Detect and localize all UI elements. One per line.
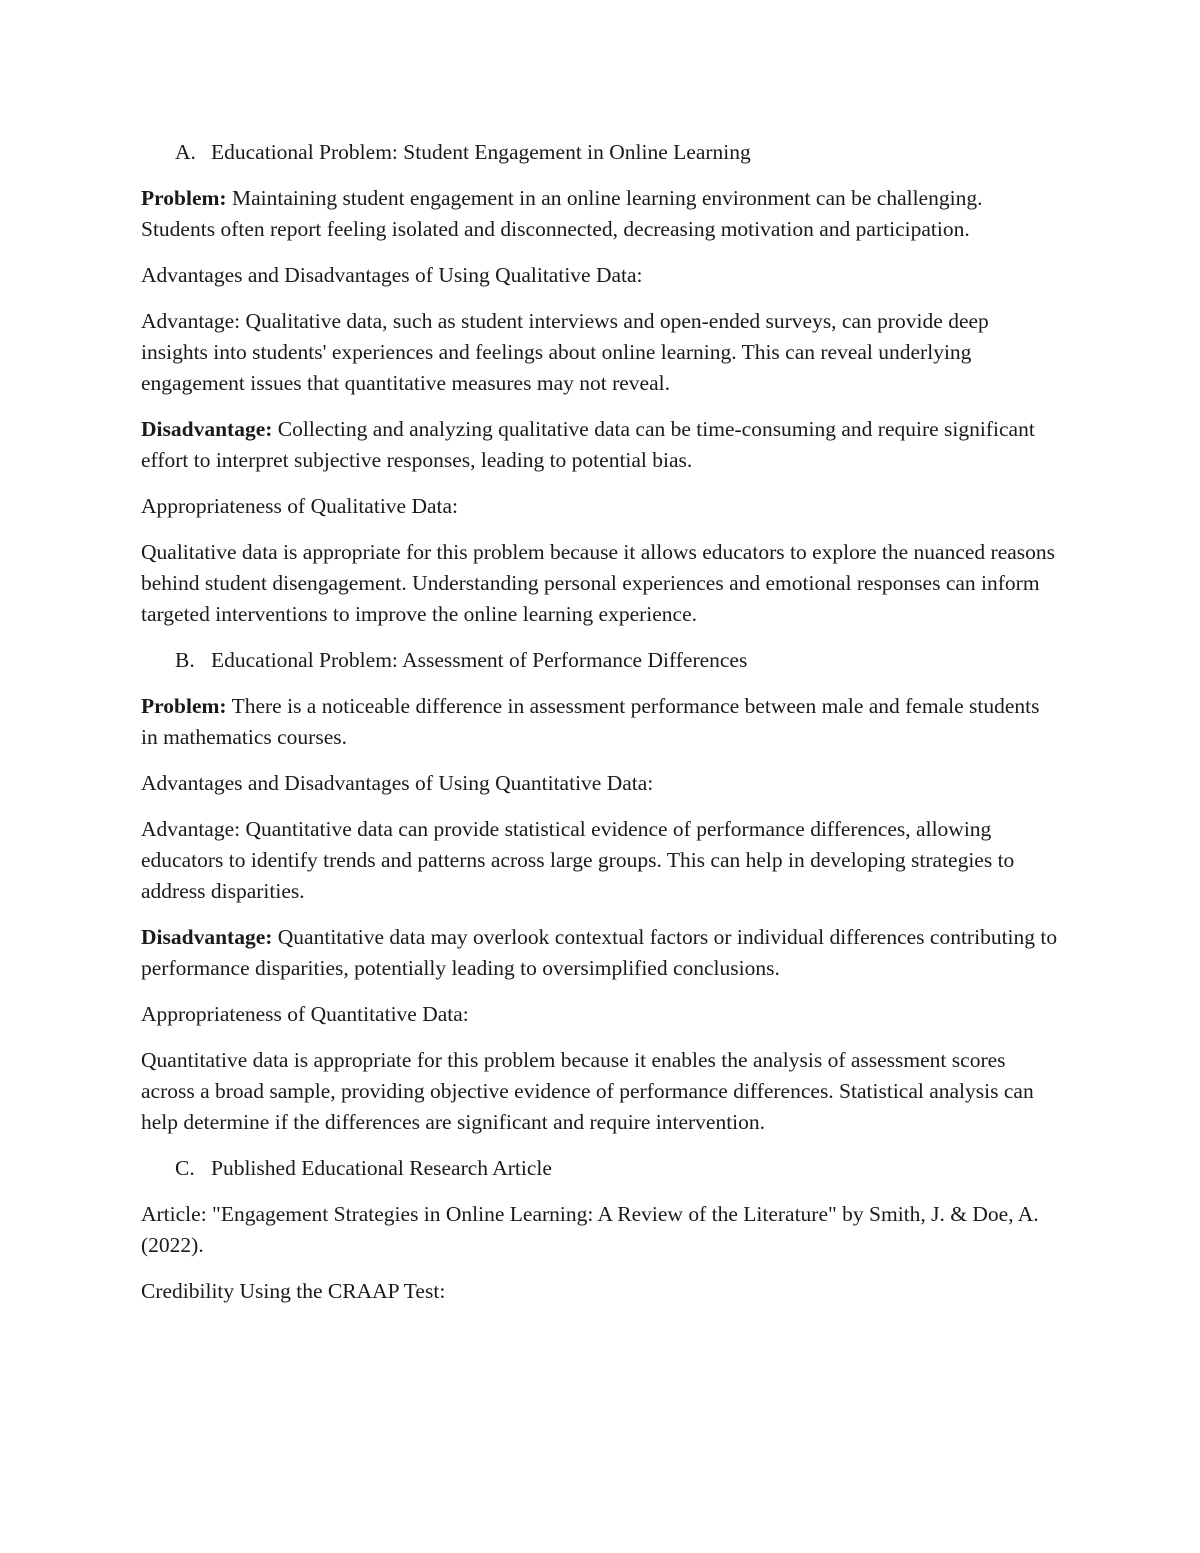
section-a-advantage: Advantage: Qualitative data, such as student interviews and open-ended surveys, can provide deep insights into students' experiences and feelings about online learning. This can reveal underlying engagement issues that quantitative measures may not reveal. xyxy=(141,309,989,395)
section-c-article: Article: "Engagement Strategies in Online Learning: A Review of the Literature" by Smith, J. & Doe, A. (2022). xyxy=(141,1202,1039,1257)
section-a-approp-heading: Appropriateness of Qualitative Data: xyxy=(141,494,459,518)
problem-label: Problem: xyxy=(141,186,227,210)
section-b-problem xyxy=(141,691,1060,753)
section-b-approp-heading: Appropriateness of Quantitative Data: xyxy=(141,1002,469,1026)
section-b-letter: B. xyxy=(175,648,195,672)
section-a-approp-text: Qualitative data is appropriate for this problem because it allows educators to explore the nuanced reasons behind student disengagement. Understanding personal experiences and emotional responses can inform targeted interventions to improve the online learning experience. xyxy=(141,540,1056,626)
section-c-craap-heading: Credibility Using the CRAAP Test: xyxy=(141,1279,446,1303)
disadvantage-text: Quantitative data may overlook contextual factors or individual differences contributing to performance disparities, potentially leading to oversimplified conclusions. xyxy=(141,925,1058,980)
section-a-disadvantage xyxy=(141,414,1060,476)
section-b-approp-text: Quantitative data is appropriate for this problem because it enables the analysis of assessment scores across a broad sample, providing objective evidence of performance differences. Statistical analysis can help determine if the differences are significant and require intervention. xyxy=(141,1048,1034,1134)
section-a-heading xyxy=(141,137,1060,168)
section-c-heading xyxy=(141,1153,1060,1184)
section-c-letter: C. xyxy=(175,1156,195,1180)
section-b-title: Educational Problem: Assessment of Performance Differences xyxy=(211,648,748,672)
section-b-heading xyxy=(141,645,1060,676)
section-b-adv-heading: Advantages and Disadvantages of Using Quantitative Data: xyxy=(141,771,654,795)
section-a-adv-heading: Advantages and Disadvantages of Using Qualitative Data: xyxy=(141,263,643,287)
disadvantage-label: Disadvantage: xyxy=(141,925,273,949)
section-b-disadvantage xyxy=(141,922,1060,984)
section-c-title: Published Educational Research Article xyxy=(211,1156,552,1180)
section-a-letter: A. xyxy=(175,140,196,164)
disadvantage-text: Collecting and analyzing qualitative data can be time-consuming and require significant effort to interpret subjective responses, leading to potential bias. xyxy=(141,417,1035,472)
section-a-title: Educational Problem: Student Engagement in Online Learning xyxy=(211,140,751,164)
section-b-advantage: Advantage: Quantitative data can provide statistical evidence of performance differences, allowing educators to identify trends and patterns across large groups. This can help in developing strategies to address disparities. xyxy=(141,817,1015,903)
disadvantage-label: Disadvantage: xyxy=(141,417,273,441)
problem-text: There is a noticeable difference in assessment performance between male and female students in mathematics courses. xyxy=(141,694,1040,749)
section-a-problem xyxy=(141,183,1060,245)
problem-text: Maintaining student engagement in an online learning environment can be challenging. Students often report feeling isolated and disconnected, decreasing motivation and participation. xyxy=(141,186,983,241)
problem-label: Problem: xyxy=(141,694,227,718)
